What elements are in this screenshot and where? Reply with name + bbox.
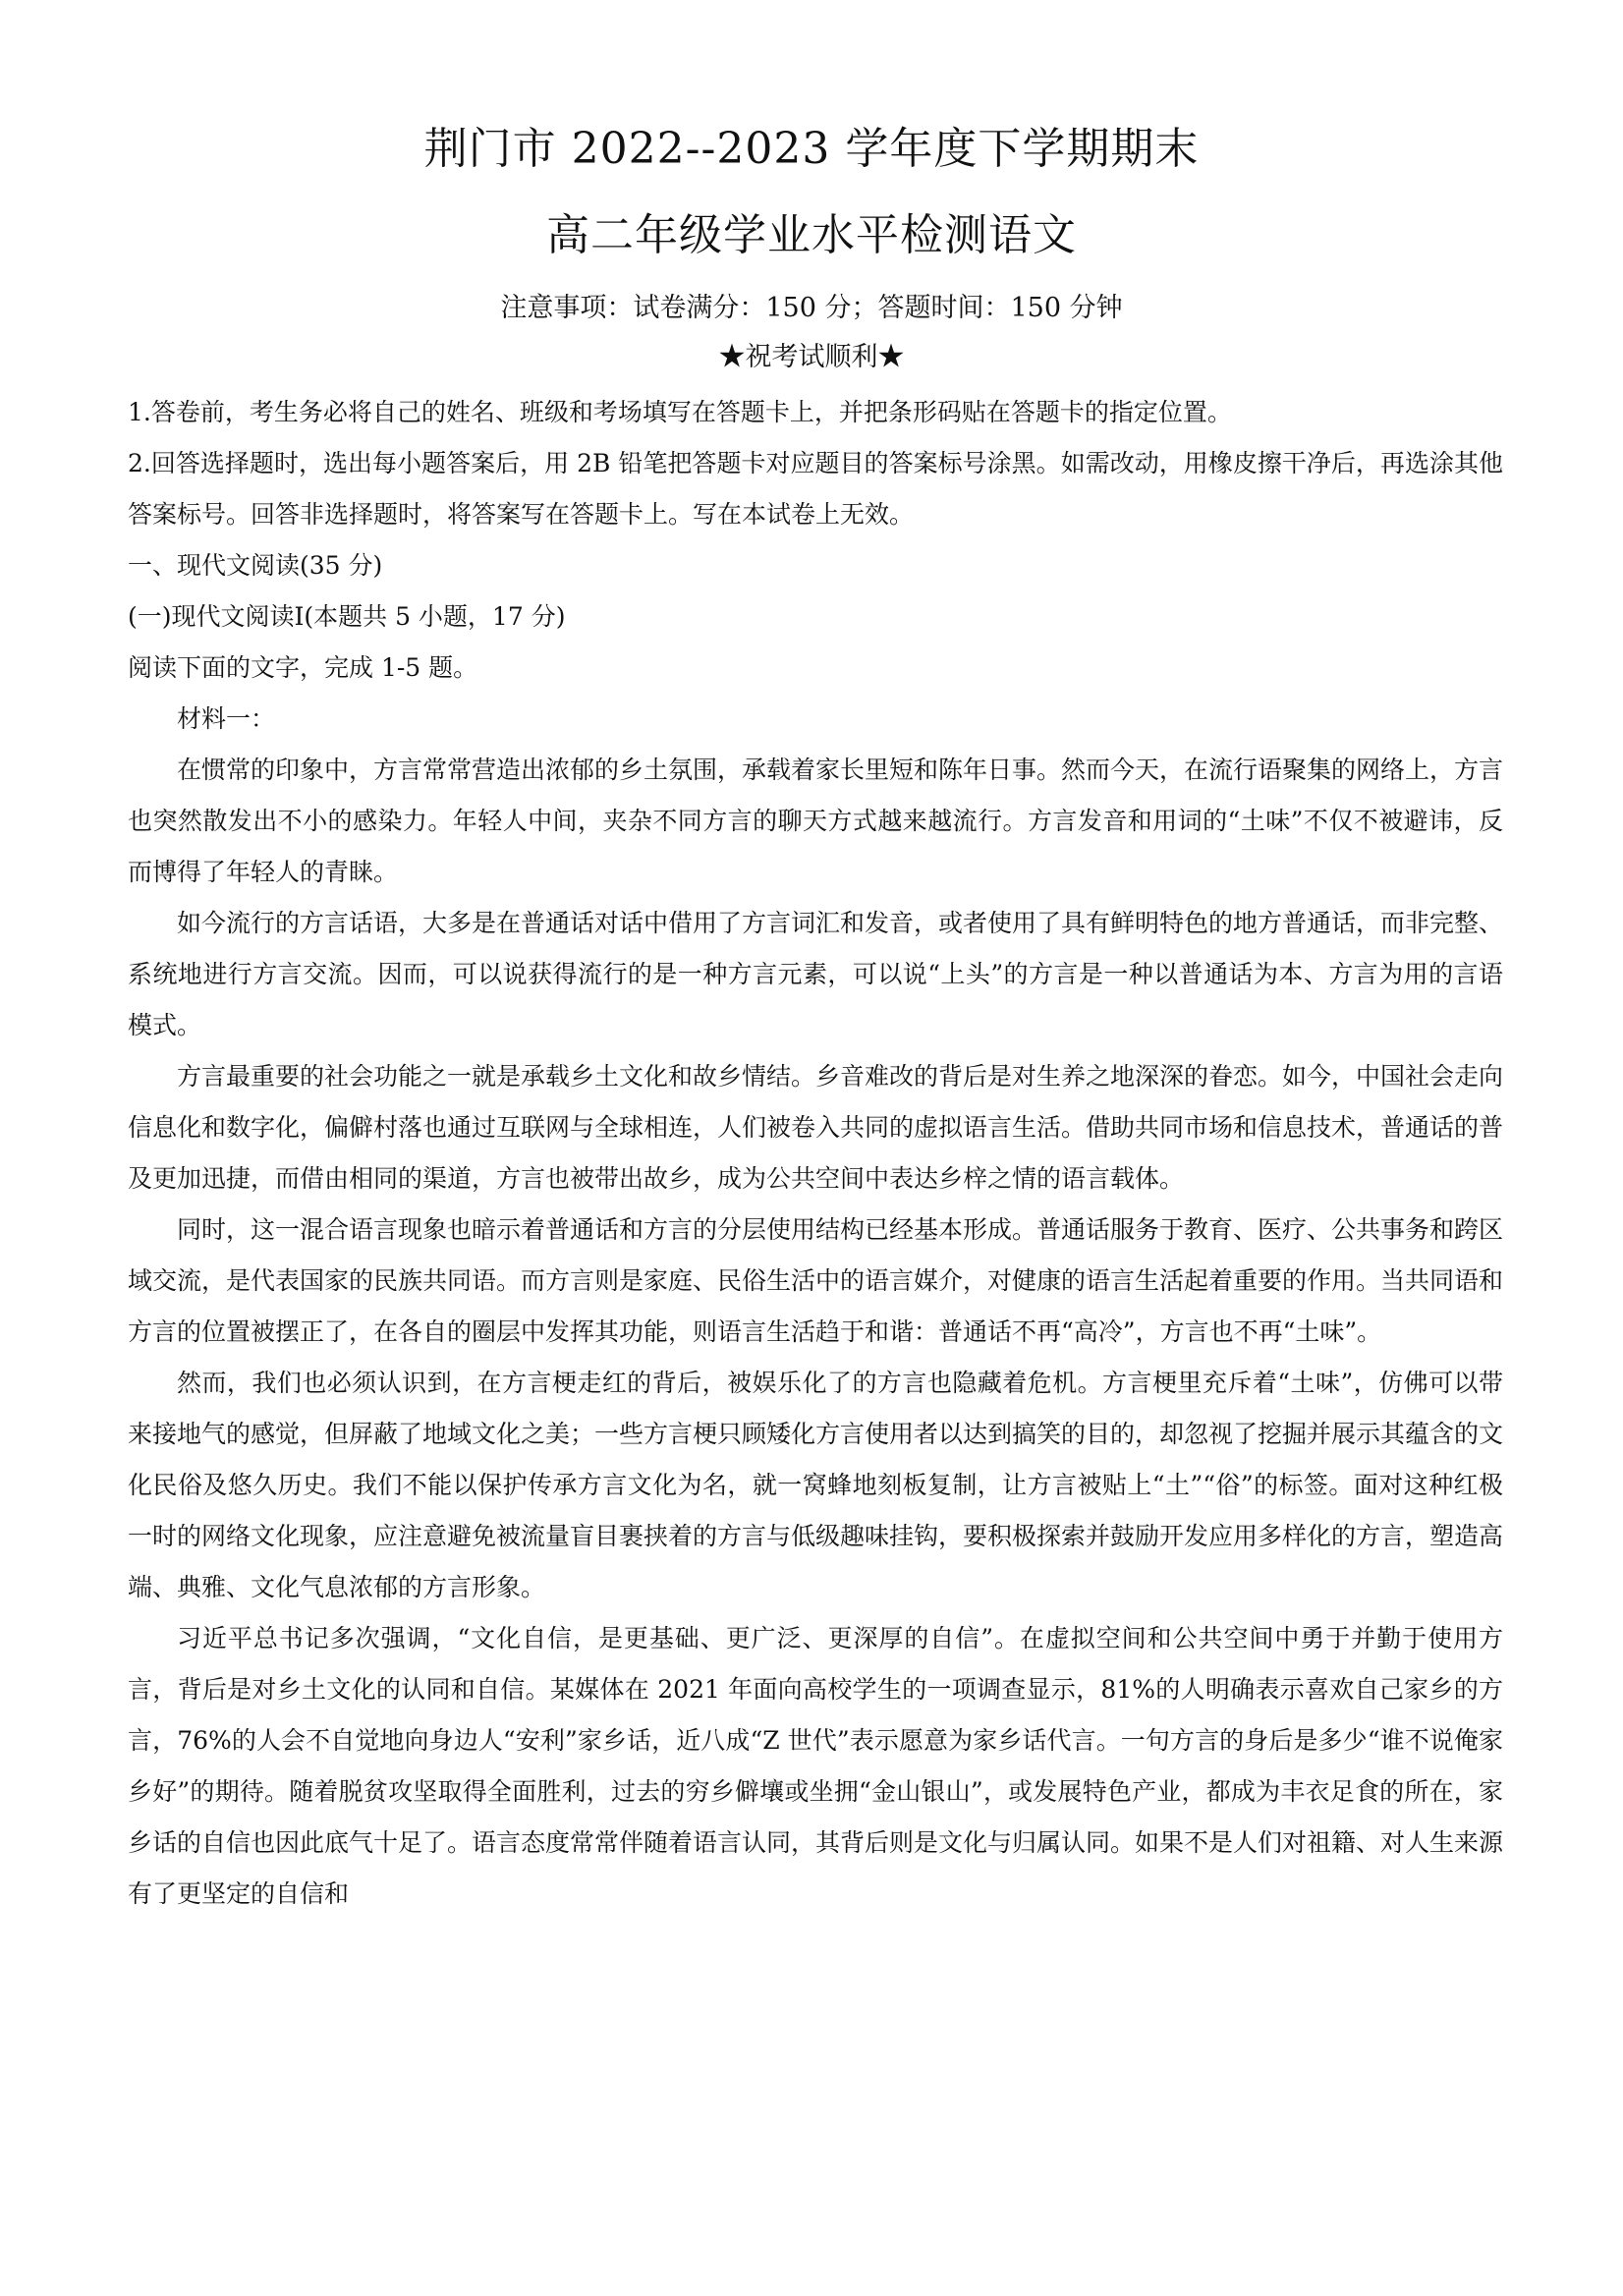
exam-wish: ★祝考试顺利★ <box>718 342 905 372</box>
material-label: 材料一： <box>177 704 276 733</box>
section-direction: 阅读下面的文字，完成 1-5 题。 <box>128 653 478 682</box>
section-heading: 一、现代文阅读(35 分) <box>128 551 383 580</box>
exam-body <box>128 387 1503 1920</box>
passage-paragraph-3: 方言最重要的社会功能之一就是承载乡土文化和故乡情结。乡音难改的背后是对生养之地深深的眷恋。如今，中国社会走向信息化和数字化，偏僻村落也通过互联网与全球相连，人们被卷入共同的虚拟语言生活。借助共同市场和信息技术，普通话的普及更加迅捷，而借由相同的渠道，方言也被带出故乡，成为公共空间中表达乡梓之情的语言载体。 <box>128 1062 1504 1193</box>
section-subheading: (一)现代文阅读Ⅰ(本题共 5 小题，17 分) <box>128 602 566 631</box>
passage-paragraph-1: 在惯常的印象中，方言常常营造出浓郁的乡土氛围，承载着家长里短和陈年日事。然而今天，在流行语聚集的网络上，方言也突然散发出不小的感染力。年轻人中间，夹杂不同方言的聊天方式越来越流行。方言发音和用词的“土味”不仅不被避讳，反而博得了年轻人的青睐。 <box>128 756 1504 886</box>
exam-notice: 注意事项：试卷满分：150 分；答题时间：150 分钟 <box>500 293 1123 323</box>
instruction-2: 2.回答选择题时，选出每小题答案后，用 2B 铅笔把答题卡对应题目的答案标号涂黑。如需改动，用橡皮擦干净后，再选涂其他答案标号。回答非选择题时，将答案写在答题卡上。写在本试卷上无效。 <box>128 449 1503 529</box>
exam-title-line2: 高二年级学业水平检测语文 <box>546 210 1077 260</box>
passage-paragraph-2: 如今流行的方言话语，大多是在普通话对话中借用了方言词汇和发音，或者使用了具有鲜明特色的地方普通话，而非完整、系统地进行方言交流。因而，可以说获得流行的是一种方言元素，可以说“上头”的方言是一种以普通话为本、方言为用的言语模式。 <box>128 909 1504 1039</box>
passage-paragraph-6: 习近平总书记多次强调，“文化自信，是更基础、更广泛、更深厚的自信”。在虚拟空间和公共空间中勇于并勤于使用方言，背后是对乡土文化的认同和自信。某媒体在 2021 年面向高校学生的一项调查显示，81%的人明确表示喜欢自己家乡的方言，76%的人会不自觉地向身边人“安利”家乡话，近八成“Z 世代”表示愿意为家乡话代言。一句方言的身后是多少“谁不说俺家乡好”的期待。随着脱贫攻坚取得全面胜利，过去的穷乡僻壤或坐拥“金山银山”，或发展特色产业，都成为丰衣足食的所在，家乡话的自信也因此底气十足了。语言态度常常伴随着语言认同，其背后则是文化与归属认同。如果不是人们对祖籍、对人生来源有了更坚定的自信和 <box>128 1624 1504 1908</box>
instruction-1: 1.答卷前，考生务必将自己的姓名、班级和考场填写在答题卡上，并把条形码贴在答题卡的指定位置。 <box>128 398 1232 426</box>
passage-paragraph-4: 同时，这一混合语言现象也暗示着普通话和方言的分层使用结构已经基本形成。普通话服务于教育、医疗、公共事务和跨区域交流，是代表国家的民族共同语。而方言则是家庭、民俗生活中的语言媒介，对健康的语言生活起着重要的作用。当共同语和方言的位置被摆正了，在各自的圈层中发挥其功能，则语言生活趋于和谐：普通话不再“高冷”，方言也不再“土味”。 <box>128 1215 1504 1346</box>
passage-paragraph-5: 然而，我们也必须认识到，在方言梗走红的背后，被娱乐化了的方言也隐藏着危机。方言梗里充斥着“土味”，仿佛可以带来接地气的感觉，但屏蔽了地域文化之美；一些方言梗只顾矮化方言使用者以达到搞笑的目的，却忽视了挖掘并展示其蕴含的文化民俗及悠久历史。我们不能以保护传承方言文化为名，就一窝蜂地刻板复制，让方言被贴上“土”“俗”的标签。面对这种红极一时的网络文化现象，应注意避免被流量盲目裹挟着的方言与低级趣味挂钩，要积极探索并鼓励开发应用多样化的方言，塑造高端、典雅、文化气息浓郁的方言形象。 <box>128 1369 1504 1601</box>
exam-title-line1: 荆门市 2022--2023 学年度下学期期末 <box>423 124 1200 174</box>
